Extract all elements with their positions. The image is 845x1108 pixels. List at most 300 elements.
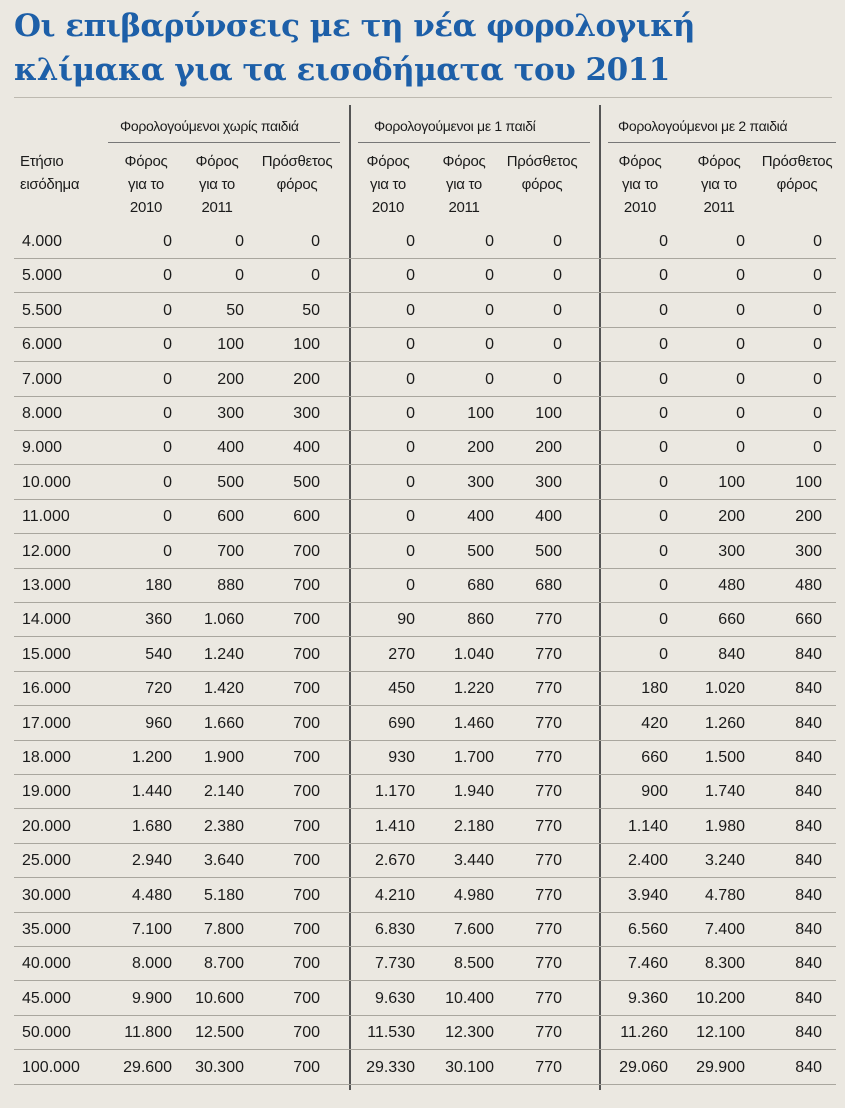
tax-value-cell: 100 [217, 336, 244, 354]
tax-value-cell: 600 [217, 508, 244, 526]
tax-value-cell: 0 [813, 267, 822, 285]
tax-value-cell: 700 [293, 611, 320, 629]
tax-value-cell: 680 [467, 577, 494, 594]
tax-value-cell: 90 [397, 611, 415, 629]
tax-value-cell: 0 [163, 405, 172, 422]
tax-value-cell: 660 [718, 611, 745, 629]
tax-value-cell: 200 [535, 439, 562, 457]
sub-header-line: για το [446, 176, 482, 193]
sub-header-line: Πρόσθετος [761, 153, 833, 170]
income-cell: 40.000 [22, 955, 71, 973]
tax-value-cell: 700 [217, 542, 244, 560]
tax-value-cell: 100 [795, 473, 822, 491]
tax-value-cell: 0 [659, 508, 668, 526]
group-underline [608, 142, 836, 143]
tax-value-cell: 1.420 [203, 680, 244, 698]
tax-value-cell: 1.460 [453, 714, 494, 732]
tax-value-cell: 0 [553, 267, 562, 285]
tax-value-cell: 2.940 [131, 852, 172, 870]
tax-value-cell: 480 [718, 577, 745, 594]
sub-header-line: για το [199, 176, 235, 193]
income-cell: 19.000 [22, 783, 71, 801]
table-row [14, 569, 836, 603]
tax-value-cell: 880 [217, 577, 244, 594]
income-cell: 25.000 [22, 852, 71, 870]
group-header: Φορολογούμενοι με 1 παιδί [374, 118, 536, 134]
sub-header-line: φόρος [276, 176, 318, 193]
tax-value-cell: 29.900 [696, 1058, 745, 1076]
tax-value-cell: 100 [293, 336, 320, 354]
tax-value-cell: 0 [406, 233, 415, 250]
tax-value-cell: 700 [293, 1058, 320, 1076]
tax-value-cell: 1.040 [453, 645, 494, 663]
sub-header-line: 2010 [623, 199, 657, 216]
sub-column-header [247, 150, 347, 219]
table-row [14, 947, 836, 981]
tax-value-cell: 200 [718, 508, 745, 526]
tax-value-cell: 3.640 [203, 852, 244, 870]
tax-value-cell: 0 [553, 233, 562, 250]
tax-value-cell: 840 [795, 852, 822, 870]
tax-value-cell: 11.800 [124, 1024, 172, 1042]
tax-value-cell: 50 [302, 301, 320, 319]
tax-value-cell: 2.670 [374, 852, 415, 870]
page-title-line-1: Οι επιβαρύνσεις με τη νέα φορολογική [14, 8, 695, 44]
income-cell: 35.000 [22, 921, 71, 938]
group-header: Φορολογούμενοι χωρίς παιδιά [120, 118, 299, 134]
tax-value-cell: 0 [736, 370, 745, 388]
tax-value-cell: 0 [406, 336, 415, 354]
tax-value-cell: 0 [813, 370, 822, 388]
sub-header-line: 2011 [448, 199, 480, 216]
tax-value-cell: 0 [406, 577, 415, 594]
tax-value-cell: 1.740 [704, 783, 745, 801]
tax-value-cell: 300 [795, 542, 822, 560]
income-header-line: Ετήσιο [20, 153, 64, 170]
group-underline [108, 142, 340, 143]
tax-value-cell: 1.980 [704, 817, 745, 835]
tax-value-cell: 7.600 [453, 921, 494, 938]
tax-value-cell: 690 [388, 714, 415, 732]
tax-value-cell: 10.400 [445, 989, 494, 1007]
tax-value-cell: 770 [535, 611, 562, 629]
table-row [14, 328, 836, 362]
tax-value-cell: 770 [535, 1024, 562, 1042]
tax-value-cell: 0 [659, 645, 668, 663]
tax-value-cell: 0 [813, 405, 822, 422]
tax-value-cell: 29.330 [366, 1058, 415, 1076]
table-row [14, 294, 836, 328]
sub-header-line: για το [622, 176, 658, 193]
table-row [14, 672, 836, 706]
sub-header-line [492, 196, 592, 219]
sub-header-line: Φόρος [442, 153, 486, 170]
tax-value-cell: 770 [535, 886, 562, 904]
sub-header-line: 2011 [201, 199, 233, 216]
tax-value-cell: 1.660 [203, 714, 244, 732]
tax-value-cell: 0 [659, 542, 668, 560]
tax-value-cell: 12.500 [195, 1024, 244, 1042]
tax-value-cell: 0 [163, 508, 172, 526]
tax-value-cell: 540 [145, 645, 172, 663]
tax-value-cell: 0 [659, 611, 668, 629]
tax-value-cell: 0 [736, 405, 745, 422]
tax-value-cell: 0 [485, 336, 494, 354]
table-row [14, 844, 836, 878]
tax-value-cell: 0 [406, 301, 415, 319]
income-cell: 13.000 [22, 577, 71, 594]
tax-value-cell: 30.300 [195, 1058, 244, 1076]
tax-value-cell: 770 [535, 749, 562, 766]
tax-value-cell: 6.830 [374, 921, 415, 938]
tax-value-cell: 0 [163, 301, 172, 319]
tax-value-cell: 400 [217, 439, 244, 457]
tax-value-cell: 100 [467, 405, 494, 422]
tax-value-cell: 200 [217, 370, 244, 388]
tax-value-cell: 2.140 [203, 783, 244, 801]
tax-value-cell: 0 [736, 267, 745, 285]
tax-value-cell: 840 [795, 989, 822, 1007]
tax-value-cell: 0 [485, 370, 494, 388]
tax-value-cell: 840 [795, 886, 822, 904]
tax-value-cell: 0 [553, 370, 562, 388]
sub-header-line: Φόρος [124, 153, 168, 170]
tax-value-cell: 700 [293, 542, 320, 560]
page-title-line-2: κλίμακα για τα εισοδήματα του 2011 [14, 52, 670, 88]
tax-value-cell: 0 [659, 577, 668, 594]
tax-value-cell: 700 [293, 955, 320, 973]
income-cell: 14.000 [22, 611, 71, 629]
tax-value-cell: 0 [813, 301, 822, 319]
tax-value-cell: 9.900 [131, 989, 172, 1007]
tax-value-cell: 500 [217, 473, 244, 491]
tax-value-cell: 8.000 [131, 955, 172, 973]
tax-value-cell: 700 [293, 852, 320, 870]
tax-value-cell: 10.600 [195, 989, 244, 1007]
tax-value-cell: 50 [226, 301, 244, 319]
tax-value-cell: 2.400 [627, 852, 668, 870]
tax-value-cell: 1.240 [203, 645, 244, 663]
sub-header-line: για το [701, 176, 737, 193]
tax-value-cell: 770 [535, 1058, 562, 1076]
tax-value-cell: 300 [467, 473, 494, 491]
tax-value-cell: 0 [813, 439, 822, 457]
sub-header-line: Φόρος [195, 153, 239, 170]
tax-value-cell: 0 [736, 336, 745, 354]
sub-header-line: 2010 [129, 199, 163, 216]
sub-header-line: 2010 [371, 199, 405, 216]
tax-value-cell: 0 [813, 233, 822, 250]
income-cell: 20.000 [22, 817, 71, 835]
tax-value-cell: 200 [293, 370, 320, 388]
tax-value-cell: 30.100 [445, 1058, 494, 1076]
tax-value-cell: 0 [406, 473, 415, 491]
tax-value-cell: 770 [535, 989, 562, 1007]
tax-value-cell: 1.440 [131, 783, 172, 801]
tax-value-cell: 770 [535, 783, 562, 801]
title-divider [14, 97, 832, 98]
table-row [14, 638, 836, 672]
tax-value-cell: 0 [659, 267, 668, 285]
tax-value-cell: 700 [293, 921, 320, 938]
row-separator [14, 1084, 836, 1085]
tax-value-cell: 840 [795, 921, 822, 938]
tax-value-cell: 100 [535, 405, 562, 422]
income-cell: 11.000 [22, 508, 70, 526]
tax-value-cell: 270 [388, 645, 415, 663]
tax-value-cell: 9.630 [374, 989, 415, 1007]
tax-value-cell: 1.410 [374, 817, 415, 835]
sub-column-header [747, 150, 845, 219]
tax-value-cell: 770 [535, 714, 562, 732]
tax-value-cell: 0 [553, 336, 562, 354]
table-row [14, 466, 836, 500]
sub-header-line [747, 196, 845, 219]
tax-value-cell: 660 [641, 749, 668, 766]
sub-header-line: Πρόσθετος [506, 153, 578, 170]
tax-value-cell: 400 [535, 508, 562, 526]
tax-value-cell: 960 [145, 714, 172, 732]
tax-value-cell: 0 [485, 233, 494, 250]
tax-value-cell: 0 [163, 267, 172, 285]
income-cell: 16.000 [22, 680, 71, 698]
tax-value-cell: 300 [293, 405, 320, 422]
tax-value-cell: 4.780 [704, 886, 745, 904]
tax-value-cell: 3.940 [627, 886, 668, 904]
table-row [14, 259, 836, 293]
tax-value-cell: 1.170 [374, 783, 415, 801]
tax-value-cell: 400 [467, 508, 494, 526]
income-cell: 9.000 [22, 439, 63, 457]
tax-value-cell: 1.500 [704, 749, 745, 766]
sub-header-line: Πρόσθετος [261, 153, 333, 170]
tax-value-cell: 1.060 [203, 611, 244, 629]
tax-value-cell: 0 [813, 336, 822, 354]
income-cell: 5.500 [22, 301, 63, 319]
tax-value-cell: 11.530 [367, 1024, 415, 1042]
tax-value-cell: 300 [718, 542, 745, 560]
tax-value-cell: 0 [659, 336, 668, 354]
tax-value-cell: 12.300 [445, 1024, 494, 1042]
income-column-header [20, 150, 79, 196]
tax-value-cell: 0 [163, 542, 172, 560]
tax-value-cell: 0 [163, 370, 172, 388]
tax-value-cell: 0 [163, 336, 172, 354]
tax-value-cell: 700 [293, 886, 320, 904]
tax-value-cell: 5.180 [203, 886, 244, 904]
tax-value-cell: 8.500 [453, 955, 494, 973]
page-title [14, 4, 834, 92]
tax-value-cell: 100 [718, 473, 745, 491]
income-cell: 6.000 [22, 336, 63, 354]
income-cell: 4.000 [22, 233, 63, 250]
tax-value-cell: 840 [795, 955, 822, 973]
group-underline [358, 142, 590, 143]
tax-value-cell: 4.210 [374, 886, 415, 904]
tax-value-cell: 1.260 [704, 714, 745, 732]
tax-value-cell: 500 [535, 542, 562, 560]
tax-value-cell: 500 [467, 542, 494, 560]
tax-value-cell: 0 [736, 301, 745, 319]
tax-value-cell: 0 [406, 508, 415, 526]
tax-value-cell: 0 [406, 542, 415, 560]
tax-value-cell: 0 [485, 267, 494, 285]
tax-value-cell: 12.100 [696, 1024, 745, 1042]
tax-value-cell: 0 [406, 439, 415, 457]
tax-value-cell: 0 [311, 267, 320, 285]
table-row [14, 500, 836, 534]
sub-header-line: για το [370, 176, 406, 193]
tax-value-cell: 200 [795, 508, 822, 526]
tax-value-cell: 500 [293, 473, 320, 491]
sub-header-line: φόρος [776, 176, 818, 193]
tax-value-cell: 0 [163, 473, 172, 491]
income-cell: 15.000 [22, 645, 71, 663]
table-row [14, 879, 836, 913]
table-row [14, 1016, 836, 1050]
tax-value-cell: 720 [145, 680, 172, 698]
tax-value-cell: 0 [406, 267, 415, 285]
tax-value-cell: 300 [535, 473, 562, 491]
tax-value-cell: 770 [535, 645, 562, 663]
tax-value-cell: 840 [795, 645, 822, 663]
income-cell: 100.000 [22, 1058, 80, 1076]
tax-value-cell: 700 [293, 989, 320, 1007]
tax-value-cell: 770 [535, 817, 562, 835]
tax-value-cell: 0 [659, 233, 668, 250]
table-row [14, 431, 836, 465]
tax-value-cell: 840 [718, 645, 745, 663]
tax-value-cell: 0 [553, 301, 562, 319]
tax-value-cell: 3.440 [453, 852, 494, 870]
tax-value-cell: 0 [736, 233, 745, 250]
tax-value-cell: 0 [163, 439, 172, 457]
sub-header-line: Φόρος [697, 153, 741, 170]
tax-value-cell: 770 [535, 955, 562, 973]
tax-value-cell: 680 [535, 577, 562, 594]
tax-value-cell: 840 [795, 1024, 822, 1042]
tax-value-cell: 700 [293, 749, 320, 766]
table-row [14, 1051, 836, 1085]
income-cell: 50.000 [22, 1024, 71, 1042]
tax-value-cell: 1.700 [453, 749, 494, 766]
tax-value-cell: 300 [217, 405, 244, 422]
tax-value-cell: 700 [293, 714, 320, 732]
tax-value-cell: 1.680 [131, 817, 172, 835]
table-row [14, 741, 836, 775]
tax-value-cell: 0 [406, 370, 415, 388]
tax-value-cell: 860 [467, 611, 494, 629]
tax-value-cell: 1.940 [453, 783, 494, 801]
tax-value-cell: 480 [795, 577, 822, 594]
tax-value-cell: 8.300 [704, 955, 745, 973]
tax-value-cell: 900 [641, 783, 668, 801]
income-cell: 17.000 [22, 714, 71, 732]
tax-value-cell: 0 [659, 301, 668, 319]
income-cell: 12.000 [22, 542, 71, 560]
income-header-line: εισόδημα [20, 176, 80, 193]
tax-value-cell: 0 [736, 439, 745, 457]
income-cell: 18.000 [22, 749, 71, 766]
tax-value-cell: 29.600 [123, 1058, 172, 1076]
tax-value-cell: 0 [659, 473, 668, 491]
tax-value-cell: 1.200 [131, 749, 172, 766]
table-row [14, 397, 836, 431]
tax-value-cell: 700 [293, 577, 320, 594]
sub-header-line: φόρος [521, 176, 563, 193]
table-row [14, 603, 836, 637]
income-cell: 45.000 [22, 989, 71, 1007]
tax-value-cell: 700 [293, 645, 320, 663]
income-cell: 8.000 [22, 405, 63, 422]
tax-value-cell: 840 [795, 714, 822, 732]
tax-value-cell: 0 [659, 370, 668, 388]
sub-header-line: 2011 [703, 199, 735, 216]
table-row [14, 363, 836, 397]
tax-value-cell: 840 [795, 817, 822, 835]
tax-value-cell: 700 [293, 680, 320, 698]
tax-value-cell: 360 [145, 611, 172, 629]
tax-value-cell: 4.480 [131, 886, 172, 904]
table-row [14, 913, 836, 947]
income-cell: 10.000 [22, 473, 71, 491]
table-row [14, 810, 836, 844]
tax-value-cell: 9.360 [627, 989, 668, 1007]
tax-value-cell: 840 [795, 680, 822, 698]
table-row [14, 707, 836, 741]
tax-value-cell: 0 [235, 267, 244, 285]
tax-value-cell: 1.900 [203, 749, 244, 766]
sub-header-line [247, 196, 347, 219]
tax-value-cell: 700 [293, 817, 320, 835]
tax-value-cell: 840 [795, 783, 822, 801]
table-row [14, 775, 836, 809]
tax-value-cell: 0 [235, 233, 244, 250]
tax-value-cell: 180 [641, 680, 668, 698]
tax-value-cell: 10.200 [696, 989, 745, 1007]
tax-value-cell: 7.730 [374, 955, 415, 973]
income-cell: 7.000 [22, 370, 63, 388]
tax-value-cell: 180 [145, 577, 172, 594]
tax-value-cell: 0 [659, 405, 668, 422]
tax-value-cell: 700 [293, 783, 320, 801]
tax-value-cell: 8.700 [203, 955, 244, 973]
table-row [14, 225, 836, 259]
table-row [14, 535, 836, 569]
tax-value-cell: 700 [293, 1024, 320, 1042]
tax-value-cell: 7.800 [203, 921, 244, 938]
tax-value-cell: 1.220 [453, 680, 494, 698]
tax-value-cell: 11.260 [620, 1024, 668, 1042]
tax-value-cell: 770 [535, 921, 562, 938]
tax-value-cell: 3.240 [704, 852, 745, 870]
sub-header-line: Φόρος [366, 153, 410, 170]
tax-value-cell: 0 [406, 405, 415, 422]
table-row [14, 982, 836, 1016]
income-cell: 30.000 [22, 886, 71, 904]
group-header: Φορολογούμενοι με 2 παιδιά [618, 118, 788, 134]
tax-value-cell: 840 [795, 749, 822, 766]
income-cell: 5.000 [22, 267, 63, 285]
tax-value-cell: 930 [388, 749, 415, 766]
tax-value-cell: 420 [641, 714, 668, 732]
tax-value-cell: 0 [485, 301, 494, 319]
tax-value-cell: 450 [388, 680, 415, 698]
tax-value-cell: 2.180 [453, 817, 494, 835]
tax-value-cell: 4.980 [453, 886, 494, 904]
tax-value-cell: 0 [163, 233, 172, 250]
tax-value-cell: 29.060 [619, 1058, 668, 1076]
